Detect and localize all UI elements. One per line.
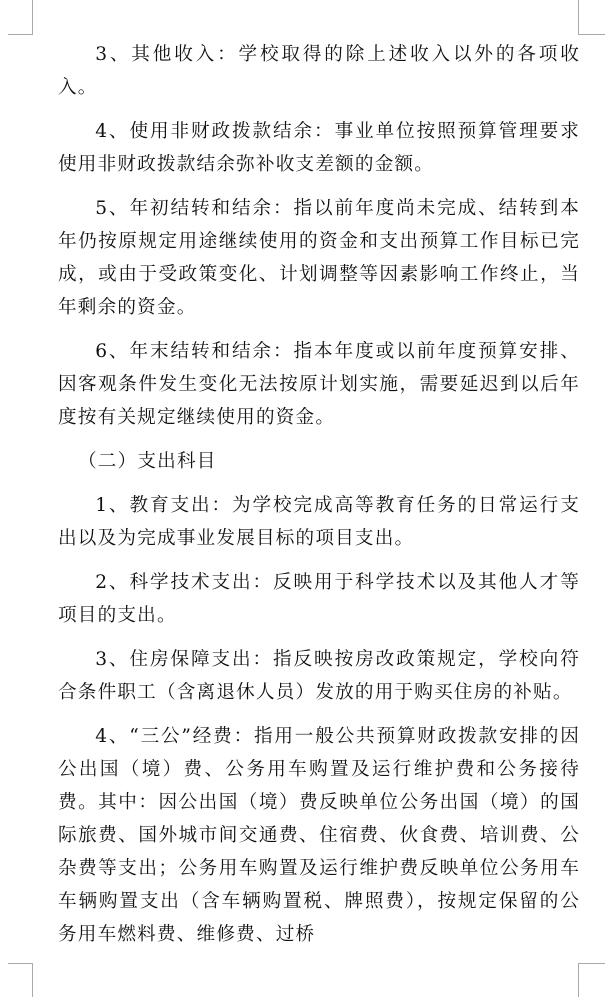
crop-mark-bottom-left <box>8 963 33 997</box>
paragraph-education-expenditure: 1、教育支出：为学校完成高等教育任务的日常运行支出以及为完成事业发展目标的项目支出。 <box>58 495 580 549</box>
paragraph-three-public-expenses: 4、“三公”经费：指用一般公共预算财政拨款安排的因公出国（境）费、公务用车购置及运行维护费和公务接待费。其中：因公出国（境）费反映单位公务出国（境）的国际旅费、国外城市间交通费、住宿费、伙食费、培训费、公杂费等支出；公务用车购置及运行维护费反映单位公务用车车辆购置支出（含车辆购置税、牌照费），按规定保留的公务用车燃料费、维修费、过桥 <box>58 726 580 945</box>
paragraph-beginning-carryover: 5、年初结转和结余：指以前年度尚未完成、结转到本年仍按原规定用途继续使用的资金和支出预算工作目标已完成，或由于受政策变化、计划调整等因素影响工作终止，当年剩余的资金。 <box>58 198 580 318</box>
paragraph-housing-expenditure: 3、住房保障支出：指反映按房改政策规定，学校向符合条件职工（含离退休人员）发放的用于购买住房的补贴。 <box>58 649 580 703</box>
section-heading-expenditure: （二）支出科目 <box>78 451 217 472</box>
paragraph-ending-carryover: 6、年末结转和结余：指本年度或以前年度预算安排、因客观条件发生变化无法按原计划实施，需要延迟到以后年度按有关规定继续使用的资金。 <box>58 341 580 428</box>
crop-mark-top-right <box>578 0 605 35</box>
document-body <box>58 38 580 962</box>
paragraph-other-income: 3、其他收入：学校取得的除上述收入以外的各项收入。 <box>58 44 580 98</box>
crop-mark-bottom-right <box>578 963 605 997</box>
crop-mark-top-left <box>8 0 33 35</box>
paragraph-science-expenditure: 2、科学技术支出：反映用于科学技术以及其他人才等项目的支出。 <box>58 572 580 626</box>
paragraph-non-fiscal-balance: 4、使用非财政拨款结余：事业单位按照预算管理要求使用非财政拨款结余弥补收支差额的金额。 <box>58 121 580 175</box>
